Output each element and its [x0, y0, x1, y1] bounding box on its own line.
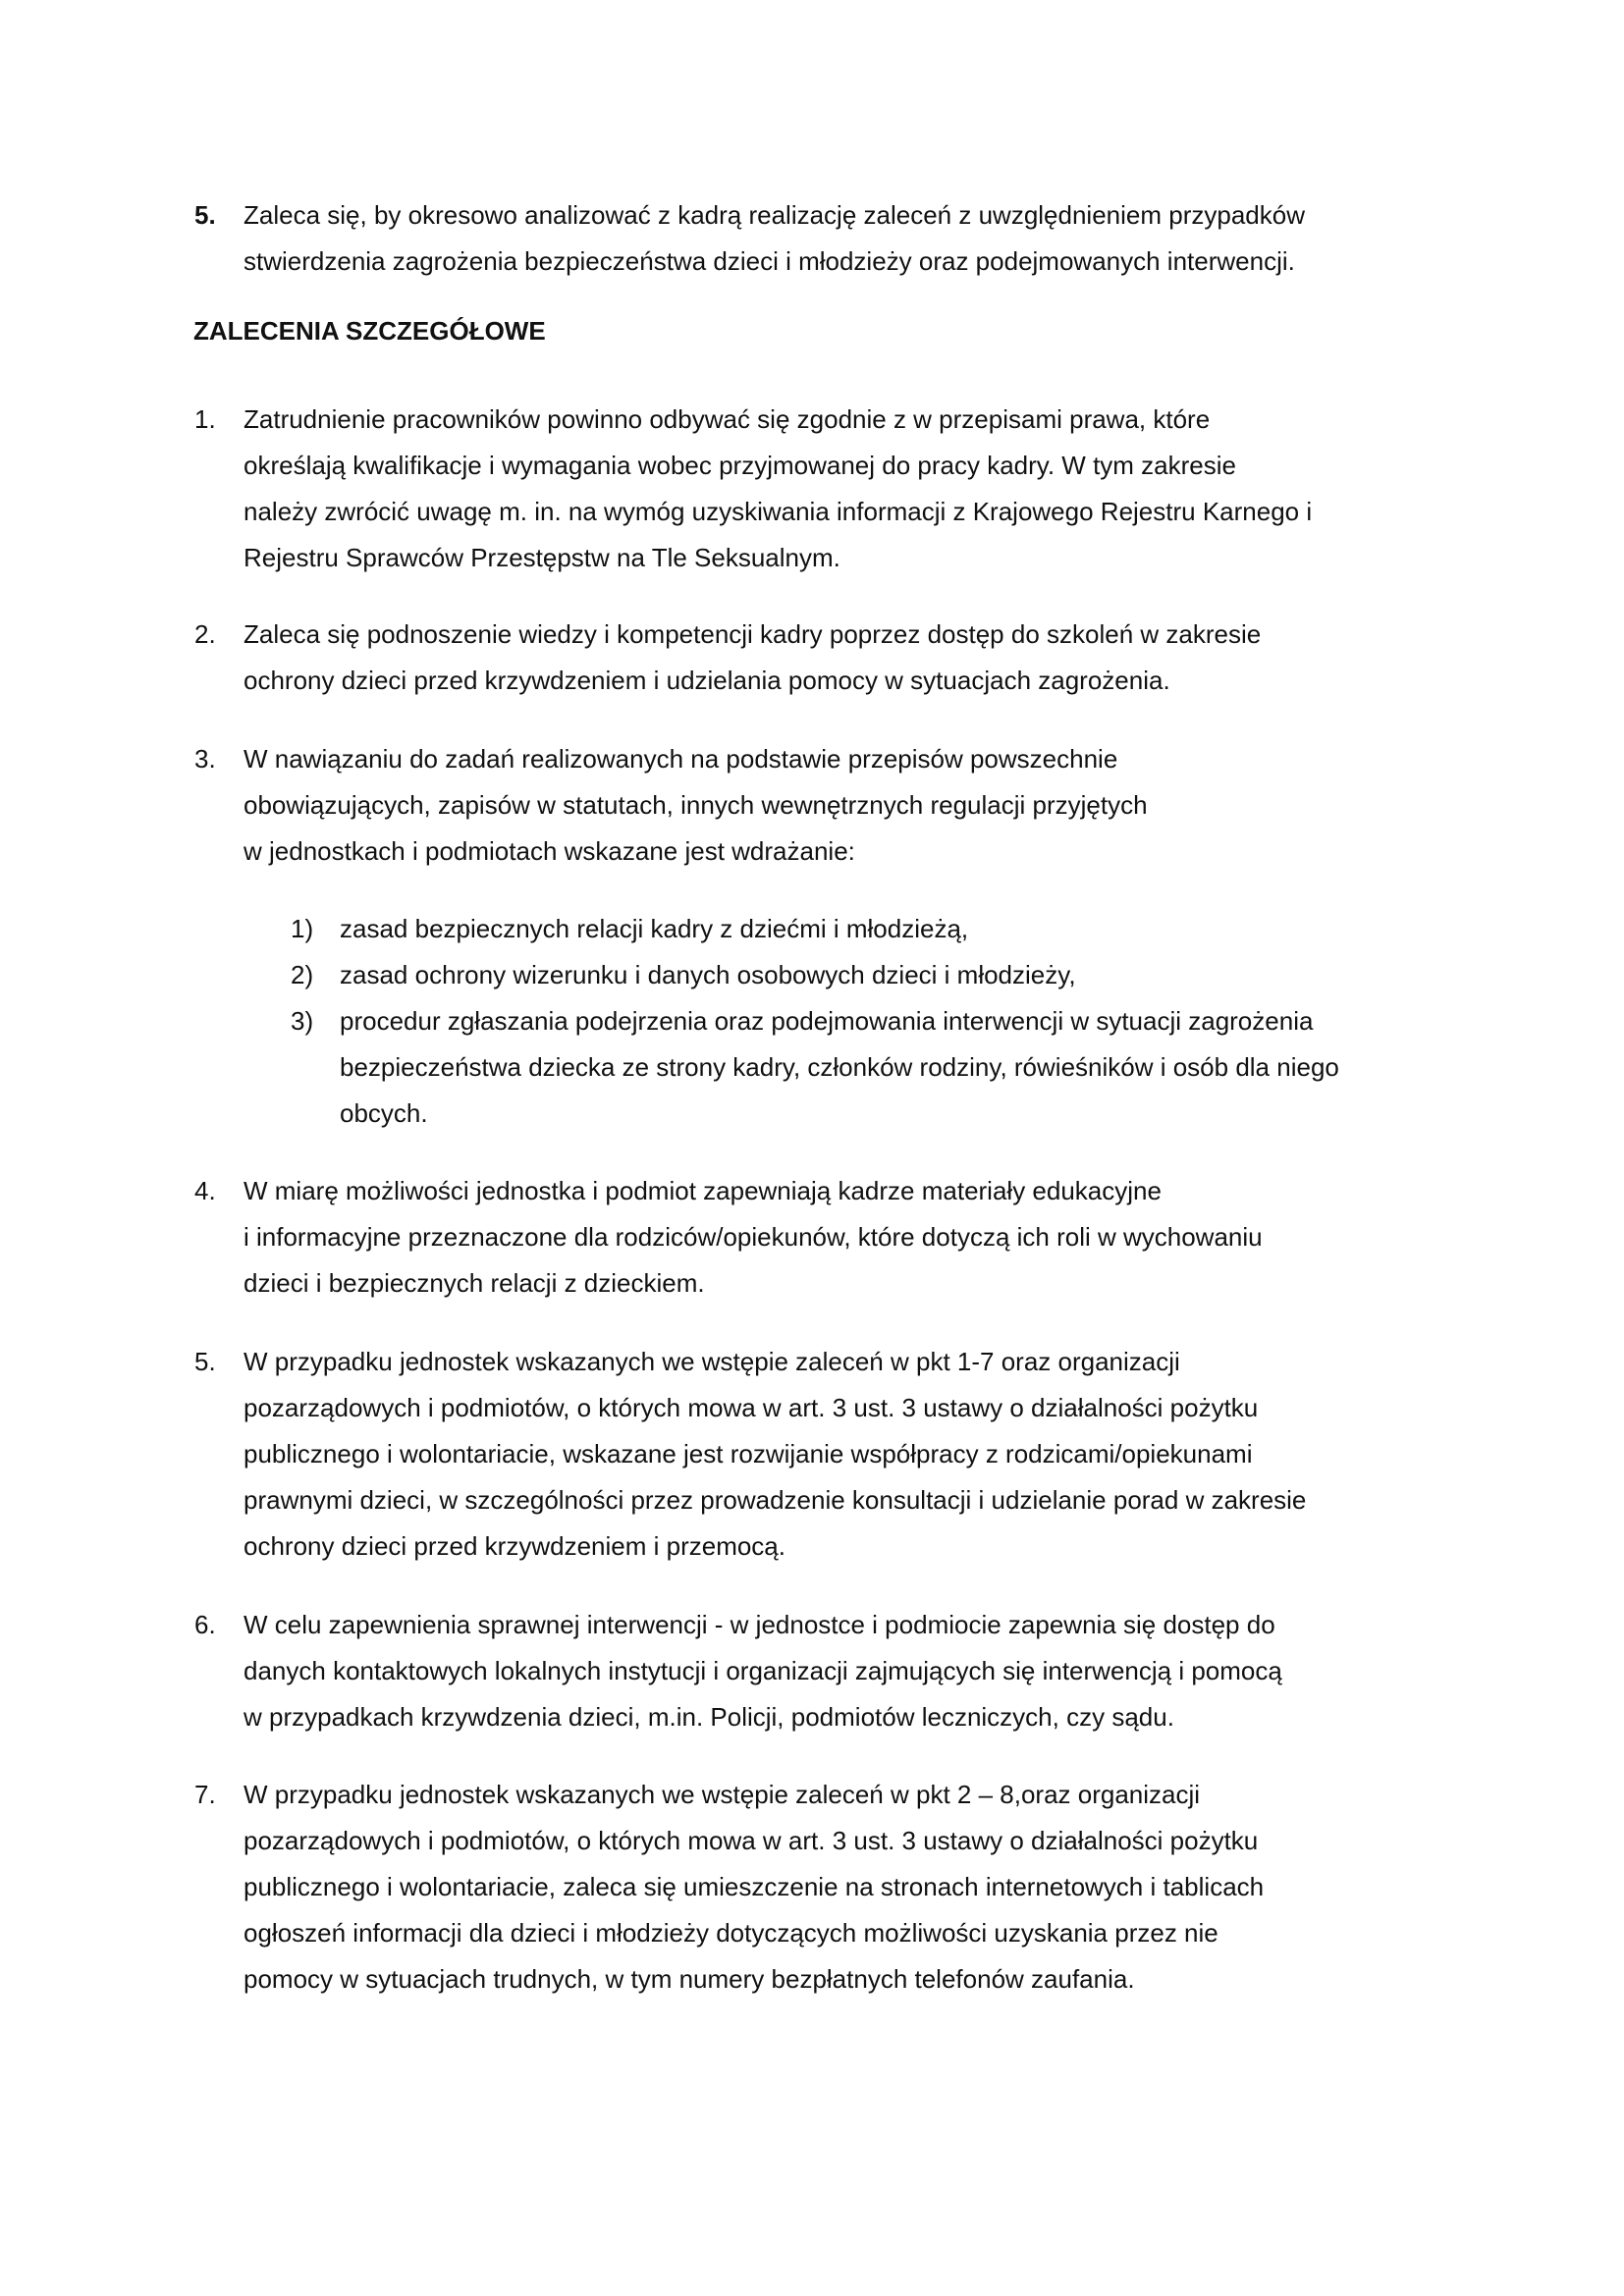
detailed-recommendation-4 [194, 1168, 1461, 1307]
item-line: i informacyjne przeznaczone dla rodziców/opiekunów, które dotyczą ich roli w wychowaniu [244, 1222, 1263, 1252]
item-line: Zaleca się podnoszenie wiedzy i kompetencji kadry poprzez dostęp do szkoleń w zakresie [244, 619, 1262, 649]
item-line: pozarządowych i podmiotów, o których mowa w art. 3 ust. 3 ustawy o działalności pożytku [244, 1393, 1259, 1422]
item-line: Zaleca się, by okresowo analizować z kadrą realizację zaleceń z uwzględnieniem przypadków [244, 200, 1305, 230]
item-line: należy zwrócić uwagę m. in. na wymóg uzyskiwania informacji z Krajowego Rejestru Karnego i [244, 497, 1313, 526]
general-recommendation-5 [194, 192, 1461, 285]
item-line: dzieci i bezpiecznych relacji z dzieckiem. [244, 1268, 705, 1298]
item-number: 2. [194, 619, 216, 649]
detailed-recommendation-6 [194, 1602, 1461, 1740]
item-line: w przypadkach krzywdzenia dzieci, m.in. Policji, podmiotów leczniczych, czy sądu. [244, 1702, 1174, 1732]
item-line: pomocy w sytuacjach trudnych, w tym numery bezpłatnych telefonów zaufania. [244, 1964, 1135, 1994]
item-number: 5. [194, 200, 216, 230]
item-number: 3. [194, 744, 216, 774]
subitem-line: bezpieczeństwa dziecka ze strony kadry, członków rodziny, rówieśników i osób dla niego [340, 1052, 1339, 1082]
item-number: 5. [194, 1347, 216, 1376]
section-heading: ZALECENIA SZCZEGÓŁOWE [193, 316, 546, 346]
item-line: W nawiązaniu do zadań realizowanych na podstawie przepisów powszechnie [244, 744, 1118, 774]
detailed-recommendation-7 [194, 1772, 1461, 2002]
item-line: W celu zapewnienia sprawnej interwencji - w jednostce i podmiocie zapewnia się dostęp do [244, 1610, 1275, 1639]
item-line: w jednostkach i podmiotach wskazane jest wdrażanie: [244, 836, 855, 866]
subitem-line: zasad bezpiecznych relacji kadry z dziećmi i młodzieżą, [340, 914, 969, 943]
item-line: publicznego i wolontariacie, wskazane jest rozwijanie współpracy z rodzicami/opiekunami [244, 1439, 1253, 1468]
subitem-number: 2) [291, 960, 314, 989]
subitem-number: 3) [291, 1006, 314, 1036]
item-line: W miarę możliwości jednostka i podmiot zapewniają kadrze materiały edukacyjne [244, 1176, 1162, 1205]
item-number: 7. [194, 1780, 216, 1809]
item-line: W przypadku jednostek wskazanych we wstępie zaleceń w pkt 2 – 8,oraz organizacji [244, 1780, 1201, 1809]
item-line: pozarządowych i podmiotów, o których mowa w art. 3 ust. 3 ustawy o działalności pożytku [244, 1826, 1259, 1855]
item-number: 1. [194, 404, 216, 434]
detailed-recommendation-5 [194, 1339, 1461, 1570]
item-line: ogłoszeń informacji dla dzieci i młodzieży dotyczących możliwości uzyskania przez nie [244, 1918, 1218, 1948]
item-number: 4. [194, 1176, 216, 1205]
subitem-line: obcych. [340, 1098, 428, 1128]
detailed-recommendation-3 [194, 736, 1461, 875]
item-line: W przypadku jednostek wskazanych we wstępie zaleceń w pkt 1-7 oraz organizacji [244, 1347, 1180, 1376]
item-line: prawnymi dzieci, w szczególności przez prowadzenie konsultacji i udzielanie porad w zakresie [244, 1485, 1307, 1515]
subitem-line: procedur zgłaszania podejrzenia oraz podejmowania interwencji w sytuacji zagrożenia [340, 1006, 1314, 1036]
item-line: danych kontaktowych lokalnych instytucji i organizacji zajmujących się interwencją i pomocą [244, 1656, 1282, 1685]
detailed-recommendation-2 [194, 612, 1461, 704]
subitem-number: 1) [291, 914, 314, 943]
item-number: 6. [194, 1610, 216, 1639]
subitem-line: zasad ochrony wizerunku i danych osobowych dzieci i młodzieży, [340, 960, 1076, 989]
item-line: określają kwalifikacje i wymagania wobec przyjmowanej do pracy kadry. W tym zakresie [244, 451, 1236, 480]
item-line: Rejestru Sprawców Przestępstw na Tle Seksualnym. [244, 543, 840, 572]
item-line: obowiązujących, zapisów w statutach, innych wewnętrznych regulacji przyjętych [244, 790, 1148, 820]
item-line: Zatrudnienie pracowników powinno odbywać się zgodnie z w przepisami prawa, które [244, 404, 1211, 434]
item-line: ochrony dzieci przed krzywdzeniem i przemocą. [244, 1531, 785, 1561]
subitem-2 [291, 952, 1469, 998]
subitem-1 [291, 906, 1469, 952]
item-line: ochrony dzieci przed krzywdzeniem i udzielania pomocy w sytuacjach zagrożenia. [244, 666, 1170, 695]
subitem-3 [291, 998, 1469, 1137]
item-line: publicznego i wolontariacie, zaleca się umieszczenie na stronach internetowych i tablicach [244, 1872, 1265, 1901]
detailed-recommendation-1 [194, 397, 1461, 581]
item-line: stwierdzenia zagrożenia bezpieczeństwa dzieci i młodzieży oraz podejmowanych interwencji. [244, 246, 1295, 276]
